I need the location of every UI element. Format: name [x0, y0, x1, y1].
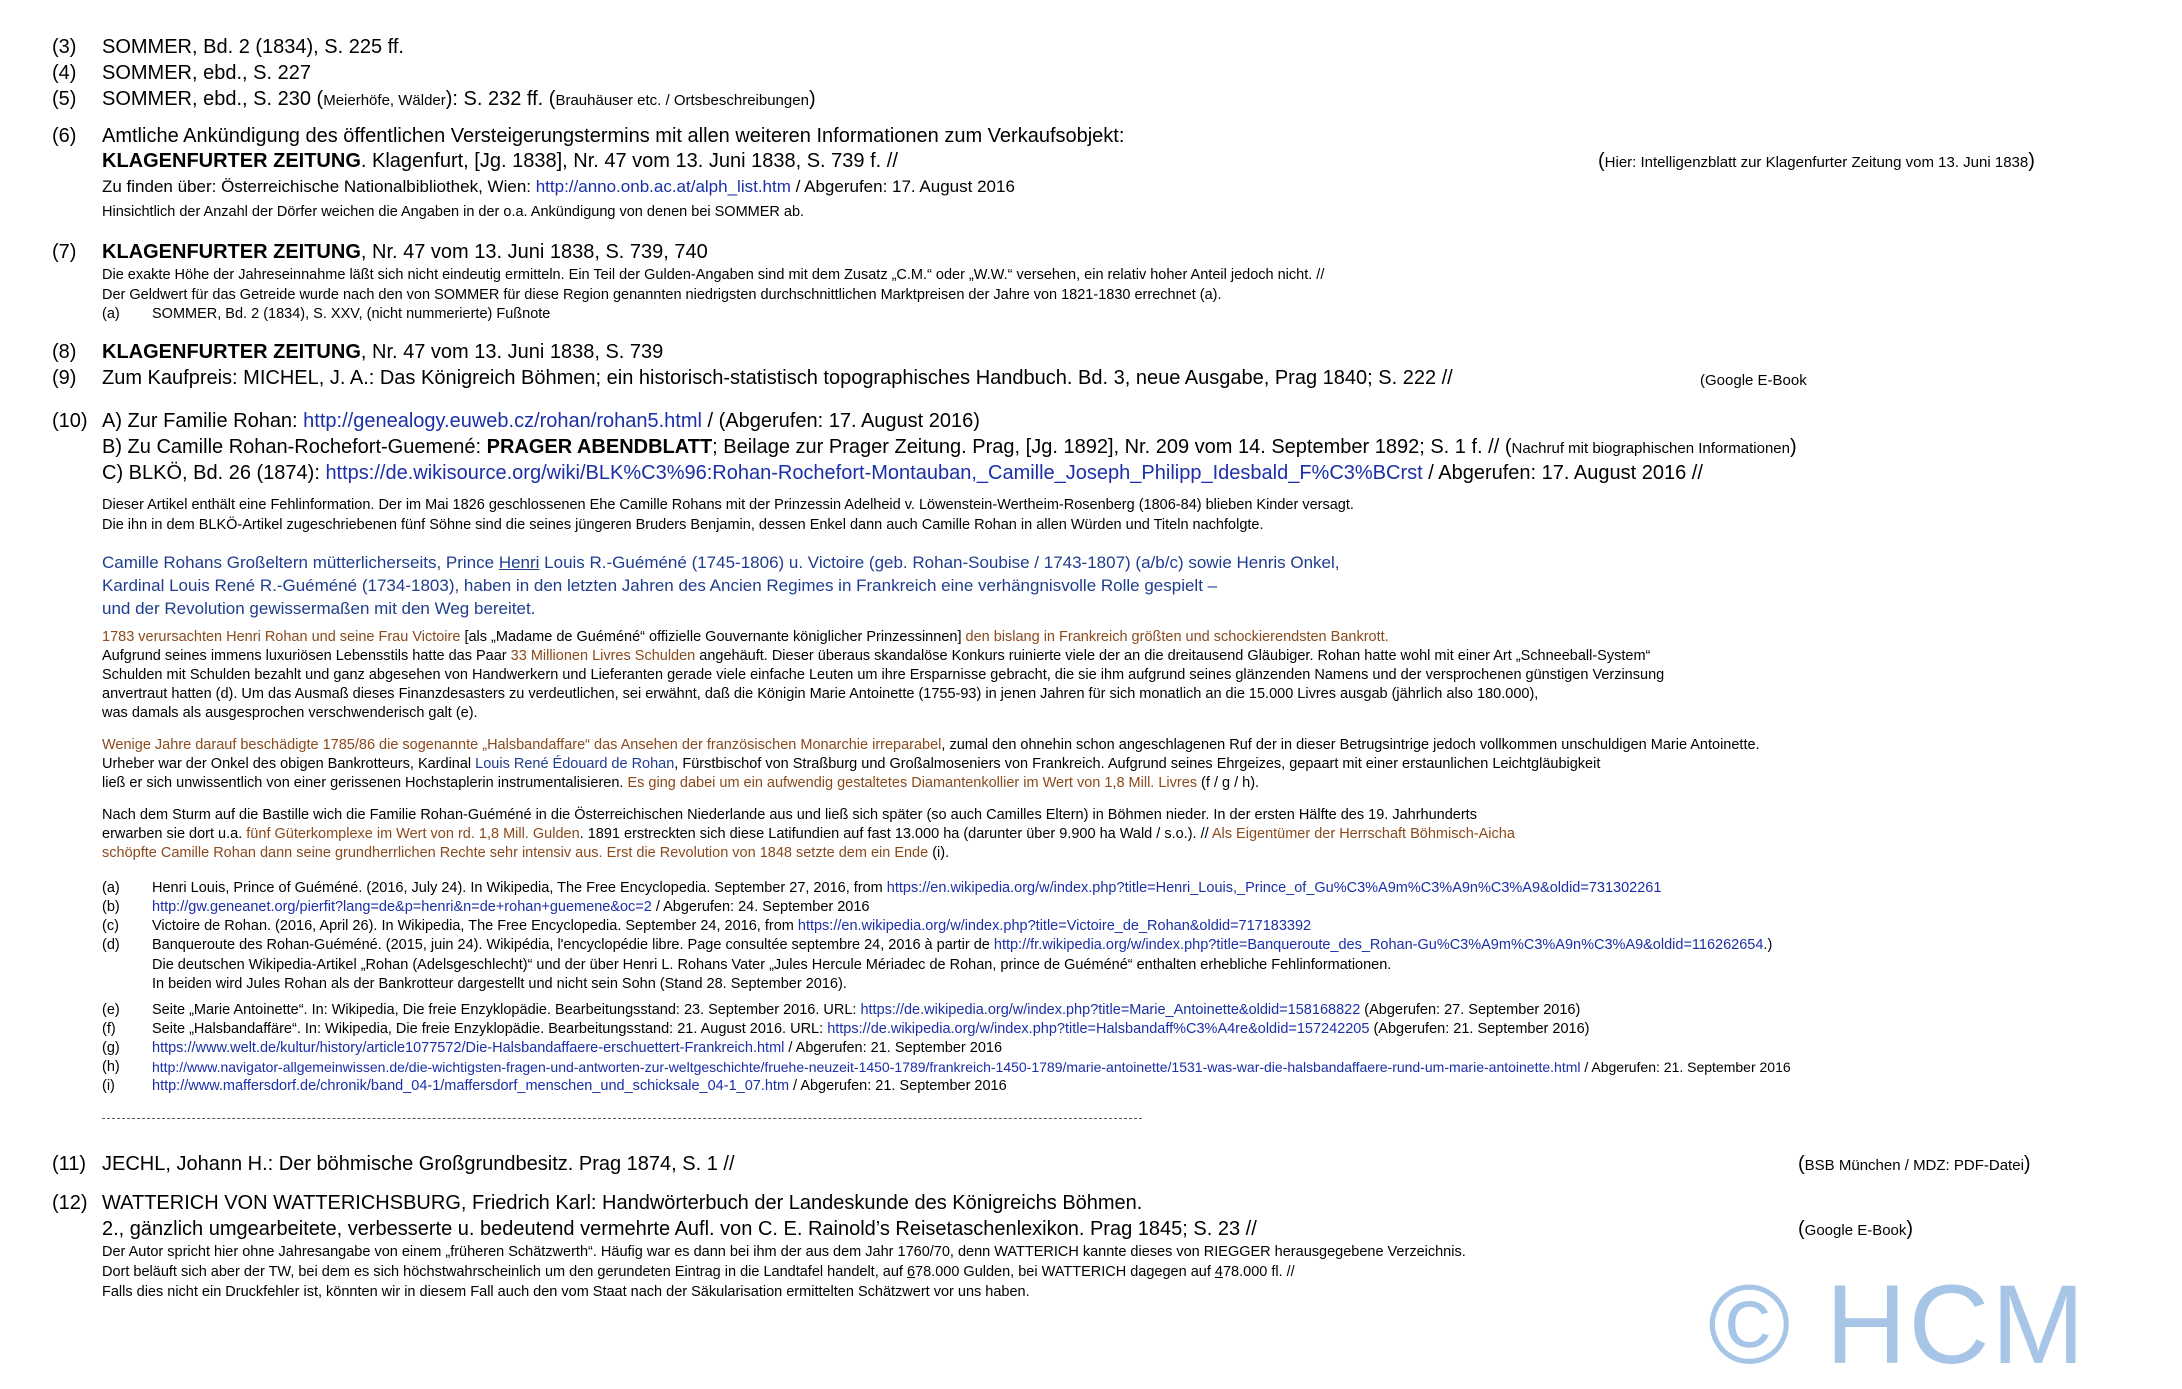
note-number: (10) [52, 410, 88, 432]
footnote-label: (f) [102, 1021, 116, 1037]
footnote-label: (a) [102, 306, 120, 322]
footnote-i: http://www.maffersdorf.de/chronik/band_04-1/maffersdorf_menschen_und_schicksale_04-1_07.htm / Abgerufen: 21. September 2016 [152, 1078, 1007, 1094]
note-10-p4-line-1: Wenige Jahre darauf beschädigte 1785/86 die sogenannte „Halsbandaffare“ das Ansehen der französischen Monarchie irreparabel, zumal den ohnehin schon angeschlagenen Ruf der in dieser Betrugsintrige jedoch vollkommen unschuldigen Marie Antoinette. [102, 737, 1760, 753]
note-number: (4) [52, 62, 77, 84]
note-6-line-1: Amtliche Ankündigung des öffentlichen Versteigerungstermins mit allen weiteren Informationen zum Verkaufsobjekt: [102, 125, 1125, 147]
note-number: (11) [52, 1153, 87, 1175]
note-number: (9) [52, 367, 77, 389]
note-6-line-2: KLAGENFURTER ZEITUNG. Klagenfurt, [Jg. 1838], Nr. 47 vom 13. Juni 1838, S. 739 f. // [102, 150, 898, 172]
footnote-label: (i) [102, 1078, 115, 1094]
note-7-line-2: Die exakte Höhe der Jahreseinnahme läßt sich nicht eindeutig ermitteln. Ein Teil der Gulden-Angaben sind mit dem Zusatz „C.M.“ oder „W.W.“ versehen, ein relativ hoher Anteil jedoch nicht. // [102, 267, 1325, 283]
note-10-p5-line-1: Nach dem Sturm auf die Bastille wich die Familie Rohan-Guéméné in die Österreichischen Niederlande aus und ließ sich später (so auch Camilles Eltern) in Böhmen nieder. In der ersten Hälfte des 19. Jahrhunderts [102, 807, 1477, 823]
footnote-d-link[interactable]: http://fr.wikipedia.org/w/index.php?title=Banqueroute_des_Rohan-Gu%C3%A9m%C3%A9n%C3%A9&oldid=116262654 [993, 937, 1764, 953]
note-number: (7) [52, 241, 77, 263]
note-12-line-1: WATTERICH VON WATTERICHSBURG, Friedrich Karl: Handwörterbuch der Landeskunde des Königreichs Böhmen. [102, 1192, 1143, 1214]
note-12-line-3: Der Autor spricht hier ohne Jahresangabe von einem „früheren Schätzwerth“. Häufig war es dann bei ihm der aus dem Jahr 1760/70, denn WATTERICH kannte dieses von RIEGGER herausgegebene Verzeichnis. [102, 1244, 1466, 1260]
footnote-b: http://gw.geneanet.org/pierfit?lang=de&p=henri&n=de+rohan+guemene&oc=2 / Abgerufen: 24. September 2016 [152, 899, 870, 915]
note-10-p2-line-2: Kardinal Louis René R.-Guéméné (1734-1803), haben in den letzten Jahren des Ancien Regimes in Frankreich eine verhängnisvolle Rolle gespielt – [102, 576, 1218, 595]
footnote-e: Seite „Marie Antoinette“. In: Wikipedia, Die freie Enzyklopädie. Bearbeitungsstand: 23. September 2016. URL: https://de.wikipedia.org/w/index.php?title=Marie_Antoinette&oldid=158168822 (Abgerufen: 27. September 2016) [152, 1002, 1581, 1018]
footnote-label: (c) [102, 918, 119, 934]
note-12-line-5: Falls dies nicht ein Druckfehler ist, könnten wir in diesem Fall auch den vom Staat nach der Säkularisation ermittelten Schätzwert vor uns haben. [102, 1284, 1030, 1300]
note-10-p1-line-1: Dieser Artikel enthält eine Fehlinformation. Der im Mai 1826 geschlossenen Ehe Camille Rohans mit der Prinzessin Adelheid v. Löwenstein-Wertheim-Rosenberg (1806-84) blieben Kinder versagt. [102, 497, 1354, 513]
footnote-label: (a) [102, 880, 120, 896]
footnote-d-line-2: Die deutschen Wikipedia-Artikel „Rohan (Adelsgeschlecht)“ und der über Henri L. Rohans Vater „Jules Hercule Mériadec de Rohan, prince de Guéméné“ enthalten erhebliche Fehlinformationen. [152, 957, 1392, 973]
footnote-d: Banqueroute des Rohan-Guéméné. (2015, juin 24). Wikipédia, l'encyclopédie libre. Page consultée septembre 24, 2016 à partir de http://fr.wikipedia.org/w/index.php?title=Banqueroute_des_Rohan-Gu%C3%A9m%C3%A9n%C3%A9&oldid=116262654.) [152, 937, 1773, 953]
footnote-d-line-3: In beiden wird Jules Rohan als der Bankrotteur dargestellt und nicht sein Sohn (Stand 28. September 2016). [152, 976, 847, 992]
note-10-p3-line-2: Aufgrund seines immens luxuriösen Lebensstils hatte das Paar 33 Millionen Livres Schulden angehäuft. Dieser überaus skandalöse Konkurs ruinierte viele der an die dreitausend Gläubiger. Rohan hatte wohl mit einer Art „Schneeball-System“ [102, 648, 1651, 664]
note-number: (12) [52, 1192, 88, 1214]
note-6-line-3: Zu finden über: Österreichische Nationalbibliothek, Wien: http://anno.onb.ac.at/alph_list.htm / Abgerufen: 17. August 2016 [102, 177, 1015, 196]
note-number: (6) [52, 125, 77, 147]
footnote-label: (e) [102, 1002, 120, 1018]
note-10-p4-line-2: Urheber war der Onkel des obigen Bankrotteurs, Kardinal Louis René Édouard de Rohan, Fürstbischof von Straßburg und Großalmoseniers von Frankreich. Aufgrund seines Ehrgeizes, gepaart mit einer erstaunlichen Leichtgläubigkeit [102, 756, 1601, 772]
note-7-line-3: Der Geldwert für das Getreide wurde nach den von SOMMER für diese Region genannten niedrigsten durchschnittlichen Marktpreisen der Jahre von 1821-1830 errechnet (a). [102, 287, 1222, 303]
footnote-h-link[interactable]: http://www.navigator-allgemeinwissen.de/die-wichtigsten-fragen-und-antworten-zur-weltgeschichte/fruehe-neuzeit-1450-1789/frankreich-1450-1789/marie-antoinette/1531-was-war-die-halsbandaffaere-rund-um-marie-antoinette.html [152, 1059, 1581, 1075]
wikisource-link[interactable]: https://de.wikisource.org/wiki/BLK%C3%96:Rohan-Rochefort-Montauban,_Camille_Joseph_Philipp_Idesbald_F%C3%BCrst [325, 462, 1423, 484]
note-9-text: Zum Kaufpreis: MICHEL, J. A.: Das Königreich Böhmen; ein historisch-statistisch topographisches Handbuch. Bd. 3, neue Ausgabe, Prag 1840; S. 222 // [102, 367, 1453, 389]
note-6-side-note: (Hier: Intelligenzblatt zur Klagenfurter Zeitung vom 13. Juni 1838) [1598, 150, 2035, 172]
note-5-text: SOMMER, ebd., S. 230 (Meierhöfe, Wälder): S. 232 ff. (Brauhäuser etc. / Ortsbeschreibungen) [102, 88, 816, 110]
note-10-p5-line-2: erwarben sie dort u.a. fünf Güterkomplexe im Wert von rd. 1,8 Mill. Gulden. 1891 erstreckten sich diese Latifundien auf fast 13.000 ha (darunter über 9.900 ha Wald / s.o.). // Als Eigentümer der Herrschaft Böhmisch-Aicha [102, 826, 1515, 842]
note-12-line-2: 2., gänzlich umgearbeitete, verbesserte u. bedeutend vermehrte Aufl. von C. E. Rainold’s Reisetaschenlexikon. Prag 1845; S. 23 // [102, 1218, 1257, 1240]
note-6-line-4: Hinsichtlich der Anzahl der Dörfer weichen die Angaben in der o.a. Ankündigung von denen bei SOMMER ab. [102, 204, 805, 220]
footnote-g: https://www.welt.de/kultur/history/article1077572/Die-Halsbandaffaere-erschuettert-Frankreich.html / Abgerufen: 21. September 2016 [152, 1040, 1003, 1056]
note-7-line-1: KLAGENFURTER ZEITUNG, Nr. 47 vom 13. Juni 1838, S. 739, 740 [102, 241, 708, 263]
note-10-p3-line-3: Schulden mit Schulden bezahlt und ganz abgesehen von Handwerkern und Lieferanten gerade viele einfache Leuten um ihre Ersparnisse gebracht, die sie ihm aufgrund seines glänzenden Namens und der versprochenen günstigen Verzinsung [102, 667, 1665, 683]
note-number: (8) [52, 341, 77, 363]
footnote-b-link[interactable]: http://gw.geneanet.org/pierfit?lang=de&p=henri&n=de+rohan+guemene&oc=2 [152, 899, 652, 915]
note-12-line-4: Dort beläuft sich aber der TW, bei dem es sich höchstwahrscheinlich um den gerundeten Eintrag in die Landtafel handelt, auf 678.000 Gulden, bei WATTERICH dagegen auf 478.000 fl. // [102, 1264, 1295, 1280]
note-10-p3-line-5: was damals als ausgesprochen verschwenderisch galt (e). [102, 705, 478, 721]
footnote-g-link[interactable]: https://www.welt.de/kultur/history/article1077572/Die-Halsbandaffaere-erschuettert-Frankreich.html [152, 1040, 785, 1056]
note-9-side-note: (Google E-Book [1700, 372, 1807, 389]
note-10-p3-line-1: 1783 verursachten Henri Rohan und seine Frau Victoire [als „Madame de Guéméné“ offizielle Gouvernante königlicher Prinzessinnen] den bislang in Frankreich größten und schockierendsten Bankrott. [102, 629, 1389, 645]
footnote-a-link[interactable]: https://en.wikipedia.org/w/index.php?title=Henri_Louis,_Prince_of_Gu%C3%A9m%C3%A9n%C3%A9&oldid=731302261 [886, 880, 1662, 896]
footnote-label: (h) [102, 1059, 120, 1075]
note-10-p4-line-3: ließ er sich unwissentlich von einer gerissenen Hochstaplerin instrumentalisieren. Es ging dabei um ein aufwendig gestaltetes Diamantenkollier im Wert von 1,8 Mill. Livres (f / g / h). [102, 775, 1260, 791]
footnote-label: (g) [102, 1040, 120, 1056]
note-12-side-note: (Google E-Book) [1798, 1218, 1914, 1240]
note-number: (3) [52, 36, 77, 58]
note-10-a: A) Zur Familie Rohan: http://genealogy.euweb.cz/rohan/rohan5.html / (Abgerufen: 17. August 2016) [102, 410, 980, 432]
note-10-b: B) Zu Camille Rohan-Rochefort-Guemené: PRAGER ABENDBLATT; Beilage zur Prager Zeitung. Prag, [Jg. 1892], Nr. 209 vom 14. September 1892; S. 1 f. // (Nachruf mit biographischen Informationen) [102, 436, 1797, 458]
section-divider [102, 1118, 1142, 1119]
footnote-h: http://www.navigator-allgemeinwissen.de/die-wichtigsten-fragen-und-antworten-zur-weltgeschichte/fruehe-neuzeit-1450-1789/frankreich-1450-1789/marie-antoinette/1531-was-war-die-halsbandaffaere-rund-um-marie-antoinette.html / Abgerufen: 21. September 2016 [152, 1059, 1791, 1075]
footnote-f: Seite „Halsbandaffäre“. In: Wikipedia, Die freie Enzyklopädie. Bearbeitungsstand: 21. August 2016. URL: https://de.wikipedia.org/w/index.php?title=Halsbandaff%C3%A4re&oldid=157242205 (Abgerufen: 21. September 2016) [152, 1021, 1590, 1037]
note-number: (5) [52, 88, 77, 110]
note-10-c: C) BLKÖ, Bd. 26 (1874): https://de.wikisource.org/wiki/BLK%C3%96:Rohan-Rochefort-Montauban,_Camille_Joseph_Philipp_Idesbald_F%C3%BCrst / Abgerufen: 17. August 2016 // [102, 462, 1703, 484]
note-3-text: SOMMER, Bd. 2 (1834), S. 225 ff. [102, 36, 404, 58]
note-11-text: JECHL, Johann H.: Der böhmische Großgrundbesitz. Prag 1874, S. 1 // [102, 1153, 735, 1175]
genealogy-link[interactable]: http://genealogy.euweb.cz/rohan/rohan5.html [303, 410, 702, 432]
anno-link[interactable]: http://anno.onb.ac.at/alph_list.htm [535, 177, 791, 196]
footnote-label: (d) [102, 937, 120, 953]
note-10-p2-line-1: Camille Rohans Großeltern mütterlicherseits, Prince Henri Louis R.-Guéméné (1745-1806) u. Victoire (geb. Rohan-Soubise / 1743-1807) (a/b/c) sowie Henris Onkel, [102, 553, 1340, 572]
footnote-c: Victoire de Rohan. (2016, April 26). In Wikipedia, The Free Encyclopedia. September 24, 2016, from https://en.wikipedia.org/w/index.php?title=Victoire_de_Rohan&oldid=717183392 [152, 918, 1312, 934]
footnote-i-link[interactable]: http://www.maffersdorf.de/chronik/band_04-1/maffersdorf_menschen_und_schicksale_04-1_07.htm [152, 1078, 790, 1094]
footnote-c-link[interactable]: https://en.wikipedia.org/w/index.php?title=Victoire_de_Rohan&oldid=717183392 [797, 918, 1312, 934]
footnote-label: (b) [102, 899, 120, 915]
note-4-text: SOMMER, ebd., S. 227 [102, 62, 311, 84]
footnote-f-link[interactable]: https://de.wikipedia.org/w/index.php?title=Halsbandaff%C3%A4re&oldid=157242205 [827, 1021, 1370, 1037]
note-8-text: KLAGENFURTER ZEITUNG, Nr. 47 vom 13. Juni 1838, S. 739 [102, 341, 664, 363]
note-10-p1-line-2: Die ihn in dem BLKÖ-Artikel zugeschriebenen fünf Söhne sind die seines jüngeren Bruders Benjamin, dessen Enkel dann auch Camille Rohan in allen Würden und Titeln nachfolgte. [102, 517, 1264, 533]
copyright-watermark: © HCM [1708, 1262, 2087, 1387]
footnote-e-link[interactable]: https://de.wikipedia.org/w/index.php?title=Marie_Antoinette&oldid=158168822 [860, 1002, 1361, 1018]
note-11-side-note: (BSB München / MDZ: PDF-Datei) [1798, 1153, 2031, 1175]
note-10-p5-line-3: schöpfte Camille Rohan dann seine grundherrlichen Rechte sehr intensiv aus. Erst die Revolution von 1848 setzte dem ein Ende (i). [102, 845, 950, 861]
note-10-p3-line-4: anvertraut hatten (d). Um das Ausmaß dieses Finanzdesasters zu verdeutlichen, sei erwähnt, daß die Königin Marie Antoinette (1755-93) in jenen Jahren für sich monatlich an die 15.000 Livres ausgab (jährlich also 180.000), [102, 686, 1539, 702]
note-7-line-4: SOMMER, Bd. 2 (1834), S. XXV, (nicht nummerierte) Fußnote [152, 306, 551, 322]
footnote-a: Henri Louis, Prince of Guéméné. (2016, July 24). In Wikipedia, The Free Encyclopedia. September 27, 2016, from https://en.wikipedia.org/w/index.php?title=Henri_Louis,_Prince_of_Gu%C3%A9m%C3%A9n%C3%A9&oldid=731302261 [152, 880, 1662, 896]
note-10-p2-line-3: und der Revolution gewissermaßen mit den Weg bereitet. [102, 599, 536, 618]
